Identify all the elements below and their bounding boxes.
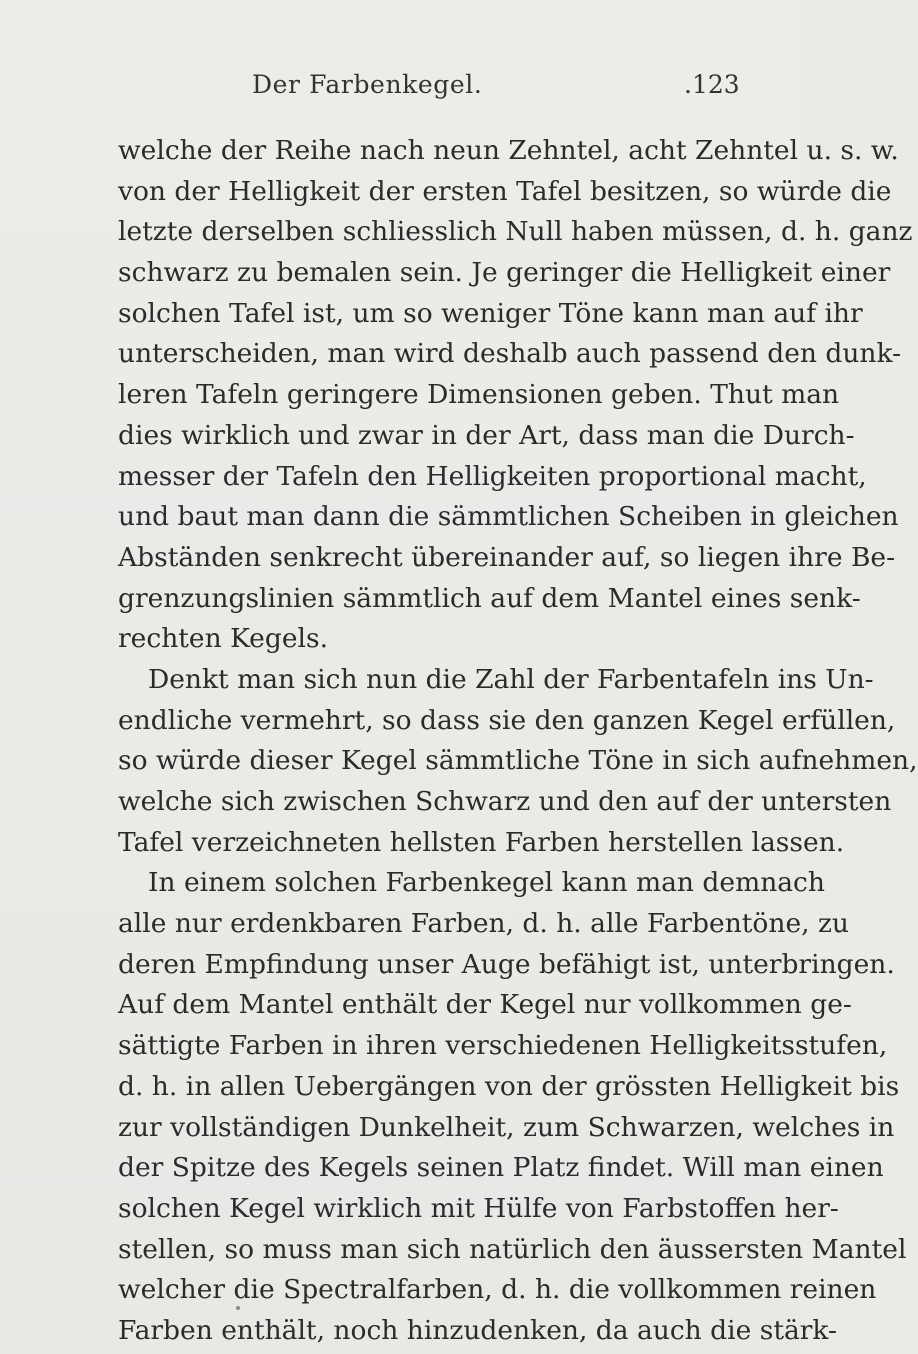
body-text [118, 131, 918, 1352]
running-title: Der Farbenkegel. [252, 70, 483, 99]
text-line: grenzungslinien sämmtlich auf dem Mantel eines senk- [118, 582, 861, 614]
text-line: Farben enthält, noch hinzudenken, da auch die stärk- [118, 1314, 837, 1346]
text-line: unterscheiden, man wird deshalb auch passend den dunk- [118, 338, 902, 370]
text-line: zur vollständigen Dunkelheit, zum Schwarzen, welches in [118, 1111, 895, 1143]
text-line: solchen Kegel wirklich mit Hülfe von Farbstoffen her- [118, 1192, 839, 1224]
text-line: welcher die Spectralfarben, d. h. die vollkommen reinen [118, 1274, 877, 1306]
text-line: d. h. in allen Uebergängen von der grössten Helligkeit bis [118, 1070, 900, 1102]
text-line: deren Empfindung unser Auge befähigt ist, unterbringen. [118, 948, 895, 980]
text-line: alle nur erdenkbaren Farben, d. h. alle Farbentöne, zu [118, 908, 850, 940]
text-line: leren Tafeln geringere Dimensionen geben. Thut man [118, 379, 840, 411]
text-line: Abständen senkrecht übereinander auf, so liegen ihre Be- [118, 541, 896, 573]
text-line: von der Helligkeit der ersten Tafel besitzen, so würde die [118, 175, 892, 207]
text-line: endliche vermehrt, so dass sie den ganzen Kegel erfüllen, [118, 704, 896, 736]
text-line: sättigte Farben in ihren verschiedenen Helligkeitsstufen, [118, 1030, 888, 1062]
paragraph-start-line: In einem solchen Farbenkegel kann man demnach [148, 867, 825, 899]
page-header [0, 70, 801, 110]
paragraph-end-line: Tafel verzeichneten hellsten Farben herstellen lassen. [118, 826, 845, 858]
text-line: stellen, so muss man sich natürlich den äussersten Mantel [118, 1233, 907, 1265]
text-line: Auf dem Mantel enthält der Kegel nur vollkommen ge- [118, 989, 852, 1021]
text-line: und baut man dann die sämmtlichen Scheiben in gleichen [118, 501, 899, 533]
text-line: der Spitze des Kegels seinen Platz findet. Will man einen [118, 1152, 884, 1184]
text-line: letzte derselben schliesslich Null haben müssen, d. h. ganz [118, 216, 913, 248]
text-line: dies wirklich und zwar in der Art, dass man die Durch- [118, 419, 855, 451]
paragraph-start-line: Denkt man sich nun die Zahl der Farbentafeln ins Un- [148, 663, 874, 695]
text-line: solchen Tafel ist, um so weniger Töne kann man auf ihr [118, 297, 863, 329]
text-line: schwarz zu bemalen sein. Je geringer die Helligkeit einer [118, 257, 891, 289]
paragraph-end-line: rechten Kegels. [118, 623, 328, 655]
text-line: messer der Tafeln den Helligkeiten proportional macht, [118, 460, 867, 492]
text-line: so würde dieser Kegel sämmtliche Töne in sich aufnehmen, [118, 745, 918, 777]
text-line: welche sich zwischen Schwarz und den auf der untersten [118, 786, 892, 817]
paper-speck [236, 1306, 240, 1310]
text-line: welche der Reihe nach neun Zehntel, acht Zehntel u. s. w. [118, 135, 899, 166]
page-number: .123 [684, 70, 740, 99]
